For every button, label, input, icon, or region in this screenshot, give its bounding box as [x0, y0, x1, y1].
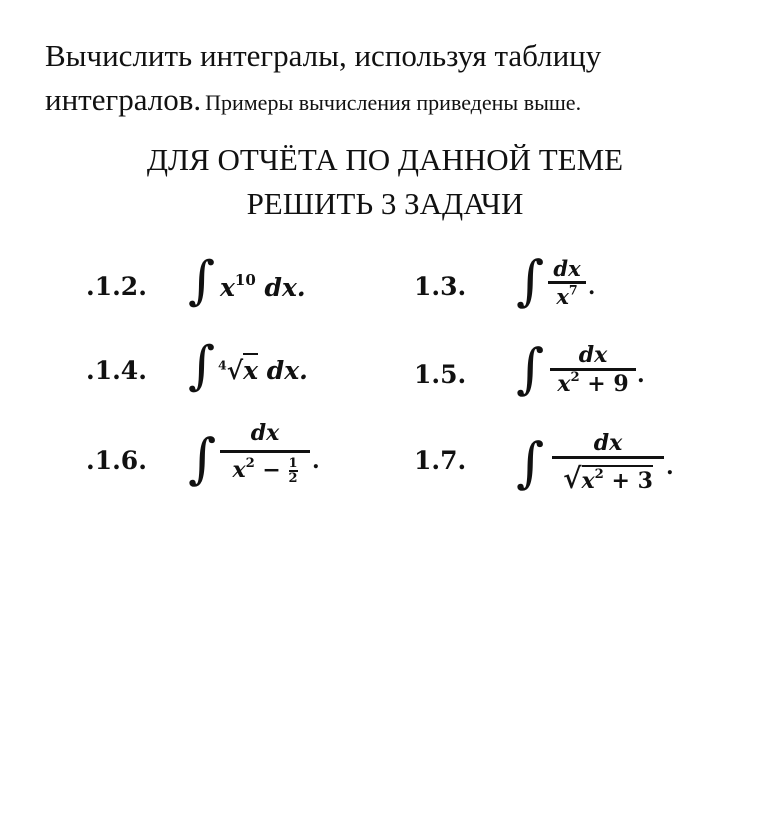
problem-label-1-5: 1.5. [414, 360, 467, 389]
problem-1-3-integral: ∫ dx $x^7$ . [516, 249, 596, 312]
sqrt-icon: √ [563, 462, 582, 495]
problem-1-5-integral: ∫ dx $x^2 + 9$ . [516, 337, 645, 400]
integral-sign-icon: ∫ [516, 249, 545, 312]
problem-label-1-7: 1.7. [414, 446, 467, 475]
problem-label-1-4: .1.4. [86, 356, 147, 385]
problem-1-2-integrand: $x^{10}$ dx. [220, 270, 306, 302]
integral-sign-icon: ∫ [516, 431, 545, 494]
instruction-line-1: Вычислить интегралы, используя таблицу [45, 38, 602, 73]
problem-1-7-integral: ∫ dx $√x^2 + 3$ . [516, 430, 674, 495]
problem-label-1-3: 1.3. [414, 272, 467, 301]
problem-1-6-fraction: dx $x^2$ − $\frac{1}{2}$ [220, 420, 310, 485]
problem-1-4-integral [188, 338, 328, 402]
problem-1-5-fraction: dx $x^2 + 9$ [550, 342, 636, 397]
integral-sign-icon: ∫ [188, 336, 216, 396]
problem-label-1-2: .1.2. [86, 272, 147, 301]
integral-sign-icon: ∫ [188, 251, 216, 311]
problem-label-1-6: .1.6. [86, 446, 147, 475]
instruction-paragraph [45, 34, 735, 128]
task-heading-line-2: РЕШИТЬ 3 ЗАДАЧИ [246, 186, 524, 221]
sqrt-icon: √ [226, 356, 244, 385]
problem-1-7-fraction: dx $√x^2 + 3$ [552, 430, 664, 495]
problem-1-4-integrand: $^4$√x dx. [218, 356, 308, 385]
problem-1-6-integral: ∫ dx $x^2$ − $\frac{1}{2}$ . [188, 420, 320, 490]
integral-sign-icon: ∫ [516, 337, 545, 400]
task-heading-line-1: ДЛЯ ОТЧЁТА ПО ДАННОЙ ТЕМЕ [146, 142, 624, 177]
instruction-line-2 [45, 78, 735, 128]
half-fraction: $\frac{1}{2}$ [288, 456, 298, 486]
integral-sign-icon: ∫ [188, 427, 217, 490]
problem-1-3-fraction: dx $x^7$ [548, 256, 586, 309]
instruction-line-2-main: интегралов. [45, 82, 202, 117]
task-heading [0, 138, 760, 226]
instruction-note: Примеры вычисления приведены выше. [205, 90, 582, 115]
problem-1-2-integral [188, 251, 328, 315]
